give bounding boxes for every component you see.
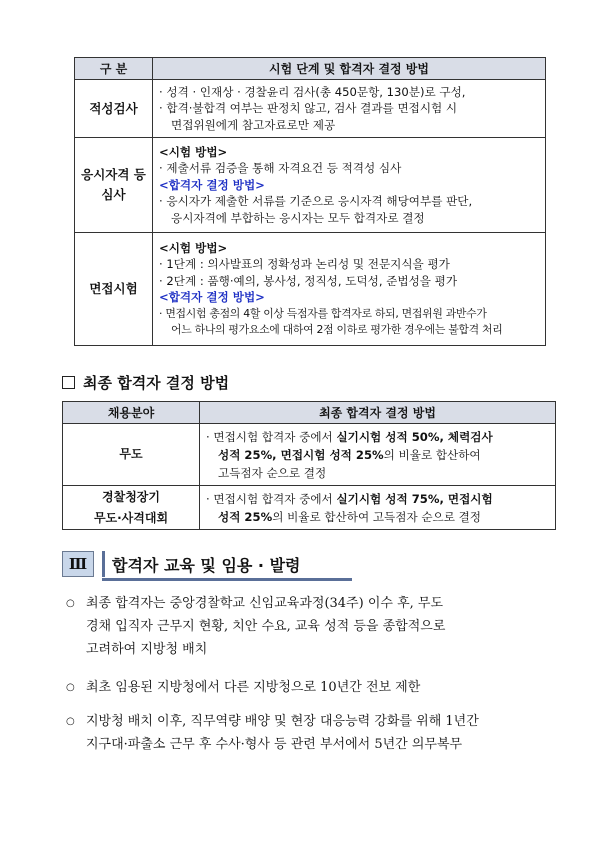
row-description: · 면접시험 합격자 중에서 실기시험 성적 75%, 면접시험 성적 25%의 비율로 합산하여 고득점자 순으로 결정 xyxy=(200,486,556,530)
header-category: 구 분 xyxy=(75,58,153,80)
header-method: 시험 단계 및 합격자 결정 방법 xyxy=(153,58,546,80)
section-number: Ⅲ xyxy=(62,551,94,577)
row-category: 면접시험 xyxy=(75,233,153,346)
table-row xyxy=(75,233,546,346)
divider xyxy=(102,551,105,577)
row-category: 적성검사 xyxy=(75,80,153,138)
final-decision-table xyxy=(62,401,556,530)
section-three-heading xyxy=(62,551,352,579)
row-category: 무도 xyxy=(63,424,200,486)
row-category: 경찰청장기 무도·사격대회 xyxy=(63,486,200,530)
header-final-method: 최종 합격자 결정 방법 xyxy=(200,402,556,424)
paragraph-item: ○ 최초 임용된 지방청에서 다른 지방청으로 10년간 전보 제한 xyxy=(66,676,556,699)
paragraph-item: ○ 최종 합격자는 중앙경찰학교 신임교육과정(34주) 이수 후, 무도 경채 입직자 근무지 현황, 치안 수요, 교육 성적 등을 종합적으로 고려하여 지방청 배치 xyxy=(66,592,556,661)
row-description: · 면접시험 합격자 중에서 실기시험 성적 50%, 체력검사 성적 25%, 면접시험 성적 25%의 비율로 합산하여 고득점자 순으로 결정 xyxy=(200,424,556,486)
table-row xyxy=(75,80,546,138)
table-row xyxy=(63,424,556,486)
table-row xyxy=(63,486,556,530)
checkbox-square-icon xyxy=(62,376,75,389)
table-header-row xyxy=(75,58,546,80)
table-row xyxy=(75,138,546,233)
paragraph-item: ○ 지방청 배치 이후, 직무역량 배양 및 현장 대응능력 강화를 위해 1년간 지구대·파출소 근무 후 수사·형사 등 관련 부서에서 5년간 의무복무 xyxy=(66,710,556,756)
row-category: 응시자격 등 심사 xyxy=(75,138,153,233)
row-description: <시험 방법> · 제출서류 검증을 통해 자격요건 등 적격성 심사 <합격자 결정 방법> · 응시자가 제출한 서류를 기준으로 응시자격 해당여부를 판단, 응시자격에 부합하는 응시자는 모두 합격자로 결정 xyxy=(153,138,546,233)
divider xyxy=(102,578,352,581)
circle-bullet-icon: ○ xyxy=(66,598,75,609)
exam-stage-table xyxy=(74,57,546,346)
row-description: <시험 방법> · 1단계 : 의사발표의 정확성과 논리성 및 전문지식을 평가 · 2단계 : 품행·예의, 봉사성, 정직성, 도덕성, 준법성을 평가 <합격자 결정 방법> · 면접시험 총점의 4할 이상 득점자를 합격자로 하되, 면접위원 과반수가 어느 하나의 평가요소에 대하여 2점 이하로 평가한 경우에는 불합격 처리 xyxy=(153,233,546,346)
header-field: 채용분야 xyxy=(63,402,200,424)
table-header-row xyxy=(63,402,556,424)
circle-bullet-icon: ○ xyxy=(66,716,75,727)
circle-bullet-icon: ○ xyxy=(66,682,75,693)
section-title: 합격자 교육 및 임용 · 발령 xyxy=(112,556,301,575)
row-description: · 성격 · 인재상 · 경찰윤리 검사(총 450문항, 130분)로 구성, · 합격·불합격 여부는 판정치 않고, 검사 결과를 면접시험 시 면접위원에게 참고자료로만 제공 xyxy=(153,80,546,138)
final-decision-heading: 최종 합격자 결정 방법 xyxy=(62,372,229,393)
